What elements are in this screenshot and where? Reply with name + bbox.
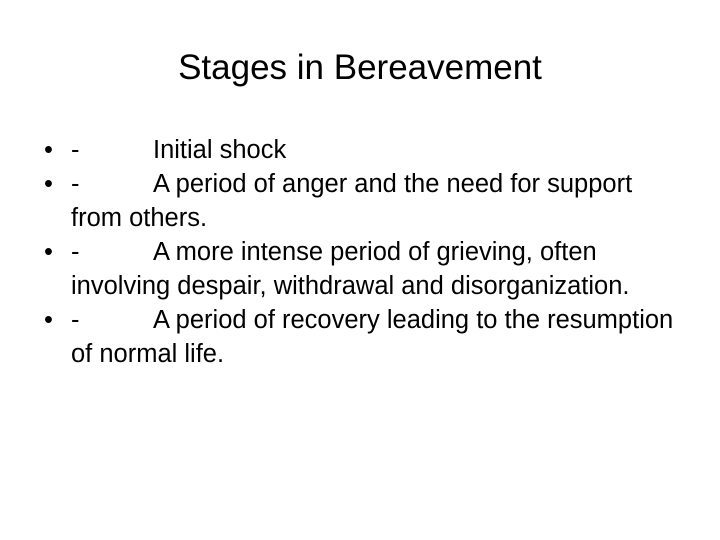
bullet-icon: • bbox=[44, 136, 53, 164]
bullet-content: Initial shock bbox=[153, 136, 287, 164]
bullet-list bbox=[44, 133, 684, 371]
dash-marker: - bbox=[71, 306, 80, 334]
bullet-icon: • bbox=[44, 238, 53, 266]
dash-marker: - bbox=[71, 170, 80, 198]
bullet-text bbox=[71, 167, 684, 235]
bullet-content: A period of anger and the need for support from others. bbox=[71, 170, 640, 232]
bullet-content: A period of recovery leading to the resumption of normal life. bbox=[71, 306, 681, 368]
dash-marker: - bbox=[71, 238, 80, 266]
bullet-text bbox=[71, 133, 684, 167]
bullet-text bbox=[71, 235, 684, 303]
list-item bbox=[44, 303, 684, 371]
slide-title: Stages in Bereavement bbox=[178, 48, 542, 87]
list-item bbox=[44, 167, 684, 235]
list-item bbox=[44, 235, 684, 303]
list-item bbox=[44, 133, 684, 167]
bullet-content: A more intense period of grieving, often involving despair, withdrawal and disorganization. bbox=[71, 238, 630, 300]
bullet-text bbox=[71, 303, 684, 371]
dash-marker: - bbox=[71, 136, 80, 164]
bullet-icon: • bbox=[44, 306, 53, 334]
bullet-icon: • bbox=[44, 170, 53, 198]
